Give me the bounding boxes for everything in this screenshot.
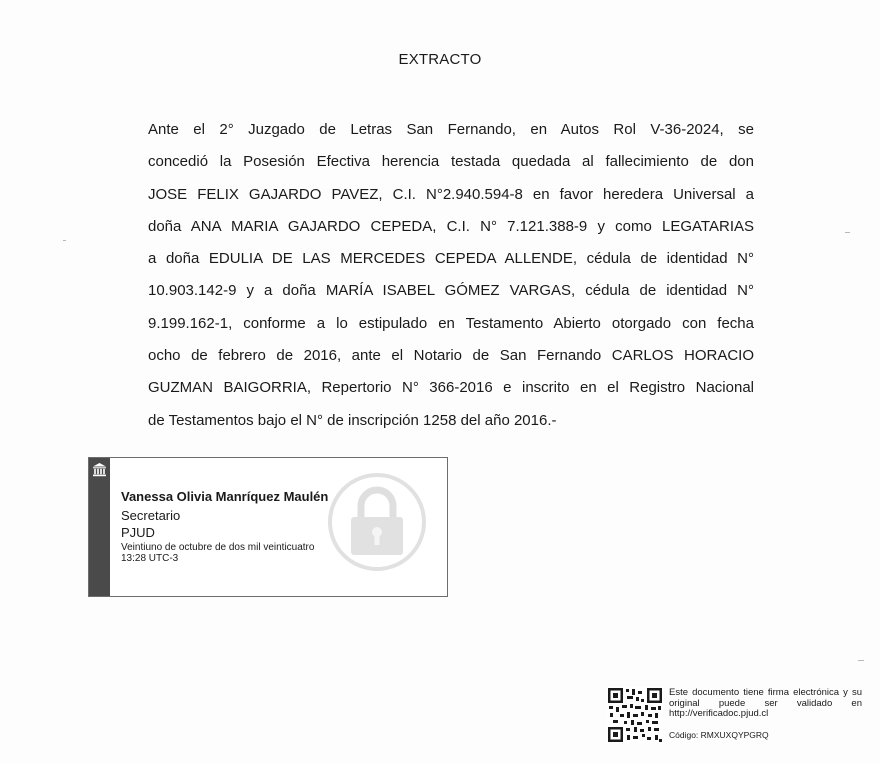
signer-organization: PJUD — [121, 525, 155, 540]
signer-role: Secretario — [121, 508, 181, 523]
signature-date-text: Veintiuno de octubre de dos mil veinticuatro — [121, 542, 315, 553]
body-line: concedió la Posesión Efectiva herencia testada quedada al fallecimiento de don — [148, 153, 754, 171]
body-line: 10.903.142-9 y a doña MARÍA ISABEL GÓMEZ VARGAS, cédula de identidad N° — [148, 282, 754, 300]
body-line: 9.199.162-1, conforme a lo estipulado en Testamento Abierto otorgado con fecha — [148, 314, 754, 332]
body-line: de Testamentos bajo el N° de inscripción 1258 del año 2016.- — [148, 411, 557, 429]
document-body — [148, 114, 754, 437]
verification-notice: Este documento tiene firma electrónica y su original puede ser validado en http://verificadoc.pjud.cl — [669, 687, 862, 719]
body-line: GUZMAN BAIGORRIA, Repertorio N° 366-2016 e inscrito en el Registro Nacional — [148, 379, 754, 397]
body-line: JOSE FELIX GAJARDO PAVEZ, C.I. N°2.940.594-8 en favor heredera Universal a — [148, 185, 754, 203]
document-title: EXTRACTO — [398, 51, 482, 68]
scan-speck — [63, 240, 66, 241]
scan-speck — [858, 660, 864, 661]
signer-name: Vanessa Olivia Manríquez Maulén — [121, 489, 329, 504]
stamp-sidebar — [89, 458, 110, 596]
courthouse-icon — [92, 462, 107, 477]
body-line: a doña EDULIA DE LAS MERCEDES CEPEDA ALLENDE, cédula de identidad N° — [148, 250, 754, 268]
electronic-signature-stamp — [88, 457, 448, 597]
body-line: Ante el 2° Juzgado de Letras San Fernando, en Autos Rol V-36-2024, se — [148, 121, 754, 138]
body-line: ocho de febrero de 2016, ante el Notario de San Fernando CARLOS HORACIO — [148, 347, 754, 365]
qr-code-icon[interactable] — [607, 687, 663, 743]
scan-speck — [845, 232, 850, 233]
body-line: doña ANA MARIA GAJARDO CEPEDA, C.I. N° 7.121.388-9 y como LEGATARIAS — [148, 217, 754, 235]
verification-code: Código: RMXUXQYPGRQ — [669, 730, 769, 740]
signature-date — [121, 542, 361, 564]
signature-time-text: 13:28 UTC-3 — [121, 553, 179, 564]
